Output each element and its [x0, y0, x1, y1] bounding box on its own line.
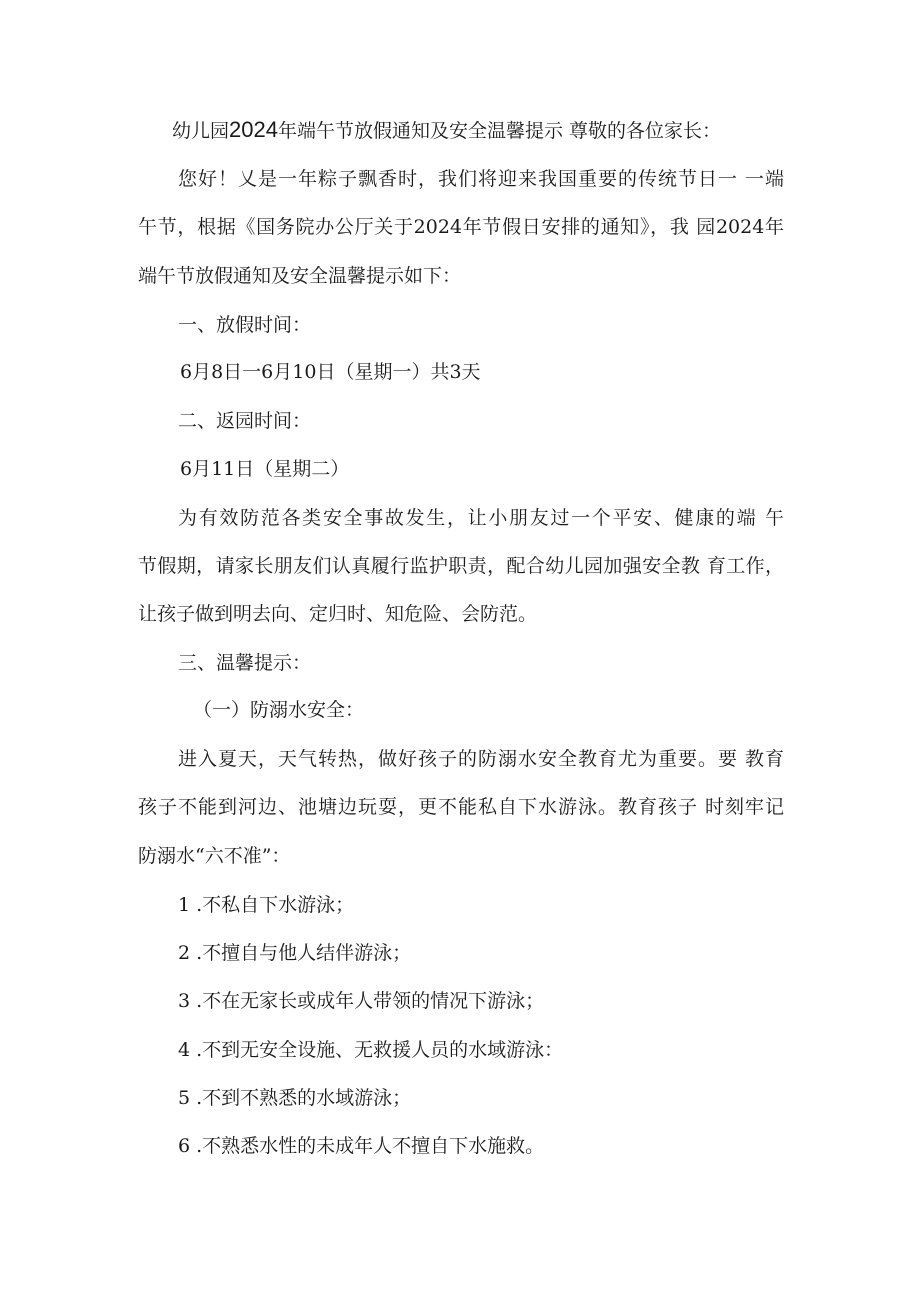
title-year: 2024	[229, 117, 278, 142]
intro-paragraph-line-2: 午节，根据《国务院办公厅关于2024年节假日安排的通知》，我 园2024年	[138, 216, 784, 238]
safety-paragraph-line-2: 节假期，请家长朋友们认真履行监护职责，配合幼儿园加强安全教 育工作，	[138, 555, 784, 577]
rule-item: 1 .不私自下水游泳；	[178, 894, 355, 916]
rule-item: 5 .不到不熟悉的水域游泳；	[178, 1087, 412, 1109]
rule-item: 3 .不在无家长或成年人带领的情况下游泳；	[178, 990, 545, 1012]
subsection-heading-drowning: （一）防溺水安全：	[193, 699, 365, 721]
rule-item: 2 .不擅自与他人结伴游泳；	[178, 942, 412, 964]
section-heading-return: 二、返园时间：	[178, 410, 312, 432]
title-prefix: 幼儿园	[172, 120, 230, 142]
section-heading-tips: 三、温馨提示：	[178, 652, 312, 674]
holiday-dates: 6月8日一6月10日（星期一）共3天	[180, 361, 481, 383]
drowning-paragraph-line-2: 孩子不能到河边、池塘边玩耍，更不能私自下水游泳。教育孩子 时刻牢记	[138, 796, 784, 818]
section-heading-holiday: 一、放假时间：	[178, 314, 312, 336]
title-suffix: 年端午节放假通知及安全温馨提示 尊敬的各位家长：	[277, 120, 722, 142]
rule-item: 4 .不到无安全设施、无救援人员的水域游泳：	[178, 1039, 564, 1061]
rule-item: 6 .不熟悉水性的未成年人不擅自下水施救。	[178, 1135, 545, 1157]
return-date: 6月11日（星期二）	[180, 458, 350, 480]
safety-paragraph-line-1: 为有效防范各类安全事故发生，让小朋友过一个平安、健康的端 午	[178, 507, 784, 529]
safety-paragraph-line-3: 让孩子做到明去向、定归时、知危险、会防范。	[138, 603, 538, 625]
drowning-paragraph-line-3: 防溺水“六不准”：	[138, 845, 291, 867]
intro-paragraph-line-3: 端午节放假通知及安全温馨提示如下：	[138, 265, 462, 287]
drowning-paragraph-line-1: 进入夏天，天气转热，做好孩子的防溺水安全教育尤为重要。要 教育	[178, 748, 784, 770]
intro-paragraph-line-1: 您好！乂是一年粽子飘香时，我们将迎来我国重要的传统节日一 一端	[178, 168, 784, 190]
document-title	[172, 118, 792, 143]
